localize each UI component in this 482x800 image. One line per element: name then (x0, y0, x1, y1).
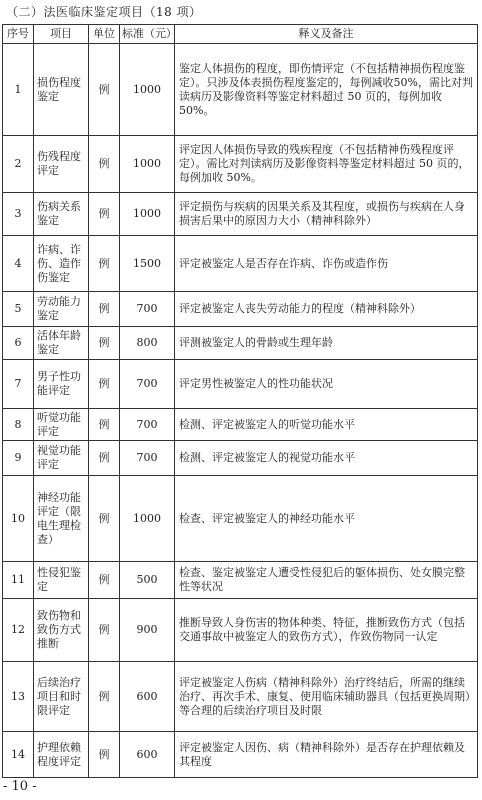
row-number: 7 (3, 360, 34, 409)
row-unit: 例 (89, 193, 120, 236)
row-price: 1000 (120, 193, 175, 236)
row-number: 12 (3, 599, 34, 662)
row-unit: 例 (89, 409, 120, 441)
row-description: 评定被鉴定人是否存在诈病、诈伤或造作伤 (175, 236, 478, 292)
row-unit: 例 (89, 662, 120, 732)
row-item: 性侵犯鉴定 (34, 562, 89, 599)
row-item: 致伤物和致伤方式推断 (34, 599, 89, 662)
row-item: 后续治疗项目和时限评定 (34, 662, 89, 732)
header-price: 标准（元） (120, 25, 175, 44)
row-item: 神经功能评定（限电生理检查） (34, 476, 89, 562)
row-number: 5 (3, 292, 34, 327)
row-unit: 例 (89, 136, 120, 193)
row-unit: 例 (89, 360, 120, 409)
row-price: 1000 (120, 44, 175, 136)
table-row (3, 732, 478, 778)
row-description: 评测被鉴定人的骨龄或生理年龄 (175, 327, 478, 360)
table-row (3, 136, 478, 193)
header-no: 序号 (3, 25, 34, 44)
row-number: 8 (3, 409, 34, 441)
table-row (3, 441, 478, 476)
row-unit: 例 (89, 562, 120, 599)
row-price: 500 (120, 562, 175, 599)
row-item: 活体年龄鉴定 (34, 327, 89, 360)
row-number: 1 (3, 44, 34, 136)
row-number: 9 (3, 441, 34, 476)
row-item: 劳动能力鉴定 (34, 292, 89, 327)
row-price: 700 (120, 409, 175, 441)
row-item: 诈病、诈伤、造作伤鉴定 (34, 236, 89, 292)
row-number: 11 (3, 562, 34, 599)
row-unit: 例 (89, 292, 120, 327)
row-item: 听觉功能评定 (34, 409, 89, 441)
section-heading: （二）法医临床鉴定项目（18 项） (6, 5, 202, 19)
table-row (3, 662, 478, 732)
row-unit: 例 (89, 476, 120, 562)
row-item: 护理依赖程度评定 (34, 732, 89, 778)
row-price: 1500 (120, 236, 175, 292)
table-row (3, 236, 478, 292)
row-price: 1000 (120, 476, 175, 562)
row-item: 伤病关系鉴定 (34, 193, 89, 236)
row-item: 视觉功能评定 (34, 441, 89, 476)
row-number: 6 (3, 327, 34, 360)
row-description: 检查、评定被鉴定人的神经功能水平 (175, 476, 478, 562)
row-description: 评定男性被鉴定人的性功能状况 (175, 360, 478, 409)
table-row (3, 476, 478, 562)
row-number: 3 (3, 193, 34, 236)
header-unit: 单位 (89, 25, 120, 44)
row-number: 10 (3, 476, 34, 562)
row-description: 鉴定人体损伤的程度，即伤情评定（不包括精神损伤程度鉴定）。只涉及体表损伤程度鉴定的，每例减收50%，需比对判读病历及影像资料等鉴定材料超过 50 页的，每例加收 50%。 (175, 44, 478, 136)
row-description: 评定被鉴定人丧失劳动能力的程度（精神科除外） (175, 292, 478, 327)
row-price: 700 (120, 360, 175, 409)
fee-table (2, 24, 478, 778)
row-price: 600 (120, 662, 175, 732)
row-price: 600 (120, 732, 175, 778)
row-number: 14 (3, 732, 34, 778)
row-unit: 例 (89, 441, 120, 476)
row-description: 检查、鉴定被鉴定人遭受性侵犯后的躯体损伤、处女膜完整性等状况 (175, 562, 478, 599)
row-price: 900 (120, 599, 175, 662)
row-unit: 例 (89, 732, 120, 778)
row-description: 评定因人体损伤导致的残疾程度（不包括精神伤残程度评定）。需比对判读病历及影像资料等鉴定材料超过 50 页的，每例加收 50%。 (175, 136, 478, 193)
row-price: 700 (120, 441, 175, 476)
row-unit: 例 (89, 327, 120, 360)
row-price: 700 (120, 292, 175, 327)
row-unit: 例 (89, 44, 120, 136)
table-row (3, 327, 478, 360)
row-number: 4 (3, 236, 34, 292)
table-row (3, 193, 478, 236)
row-unit: 例 (89, 236, 120, 292)
table-row (3, 44, 478, 136)
table-row (3, 599, 478, 662)
row-unit: 例 (89, 599, 120, 662)
table-row (3, 409, 478, 441)
row-description: 检测、评定被鉴定人的视觉功能水平 (175, 441, 478, 476)
page-number: - 10 - (3, 779, 37, 794)
row-item: 伤残程度评定 (34, 136, 89, 193)
row-price: 1000 (120, 136, 175, 193)
table-row (3, 562, 478, 599)
row-description: 评定被鉴定人伤病（精神科除外）治疗终结后，所需的继续治疗、再次手术、康复、使用临床辅助器具（包括更换周期）等合理的后续治疗项目及时限 (175, 662, 478, 732)
row-description: 推断导致人身伤害的物体种类、特征，推断致伤方式（包括交通事故中被鉴定人的致伤方式），作致伤物同一认定 (175, 599, 478, 662)
table-row (3, 360, 478, 409)
header-item: 项目 (34, 25, 89, 44)
table-header-row (3, 25, 478, 44)
row-item: 男子性功能评定 (34, 360, 89, 409)
row-item: 损伤程度鉴定 (34, 44, 89, 136)
row-description: 检测、评定被鉴定人的听觉功能水平 (175, 409, 478, 441)
row-price: 800 (120, 327, 175, 360)
row-number: 13 (3, 662, 34, 732)
row-description: 评定损伤与疾病的因果关系及其程度，或损伤与疾病在人身损害后果中的原因力大小（精神科除外） (175, 193, 478, 236)
row-number: 2 (3, 136, 34, 193)
header-desc: 释义及备注 (175, 25, 478, 44)
table-row (3, 292, 478, 327)
row-description: 评定被鉴定人因伤、病（精神科除外）是否存在护理依赖及其程度 (175, 732, 478, 778)
